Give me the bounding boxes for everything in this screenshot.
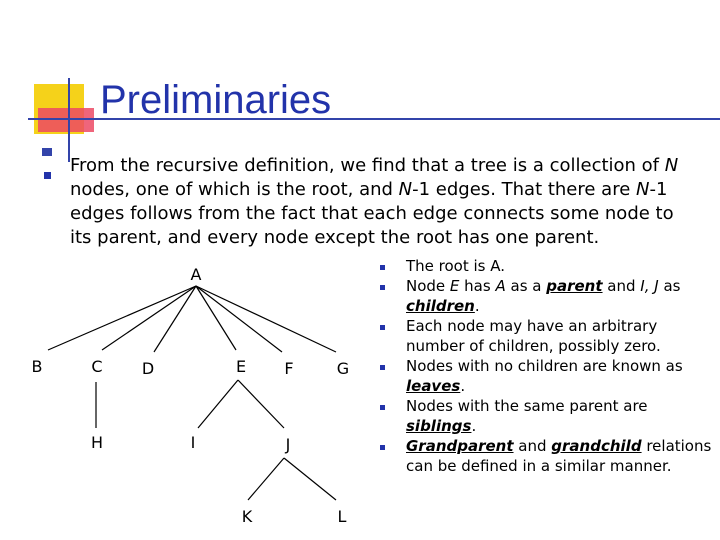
term-grandparent: Grandparent [406,437,514,455]
side-text-italic: E [449,277,460,295]
main-text-part: From the recursive definition, we find that a tree is a collection of [70,155,665,176]
tree-node-f: F [284,359,294,378]
edge-e-i [198,380,238,428]
main-text-part: -1 edges. That there are [412,179,637,200]
edge-a-b [48,286,196,350]
edge-j-k [248,458,284,500]
main-text-n: N [664,155,679,176]
side-text-part: . [460,377,466,395]
term-grandchild: grandchild [551,437,642,455]
tree-node-g: G [336,359,350,378]
side-text-part: and [513,437,552,455]
main-text-part: -1 edges follows from the fact that each edge connects some node to its parent, and every node except the root has one parent. [70,179,674,248]
side-bullet-grand [370,436,720,476]
bullet-square-icon [380,445,385,450]
tree-node-j: J [285,435,291,454]
side-bullet-arbitrary [370,316,720,356]
edge-j-l [284,458,336,500]
tree-diagram [0,250,370,540]
term-children: children [406,297,475,315]
edge-a-f [196,286,282,352]
term-siblings: siblings [406,417,472,435]
tree-edges [48,286,336,500]
side-bullet-text: Each node may have an arbitrary number of children, possibly zero. [406,317,661,355]
side-text-part: as [658,277,681,295]
edge-a-c [102,286,196,350]
side-text-part: Nodes with no children are known as [406,357,683,375]
main-text-n: N [398,179,413,200]
side-text-italic: A [495,277,506,295]
bullet-square-icon [44,172,51,179]
logo-red-bar [38,108,94,132]
bullet-square-icon [380,285,385,290]
tree-node-d: D [141,359,155,378]
side-bullet-list [370,256,720,476]
tree-node-h: H [90,433,104,452]
term-leaves: leaves [406,377,461,395]
main-text-part: nodes, one of which is the root, and [70,179,399,200]
tree-node-l: L [337,507,347,526]
side-text-part: relations can be defined in a similar manner. [406,437,712,475]
tree-node-i: I [190,433,196,452]
main-bullet-text [70,154,700,250]
term-parent: parent [546,277,603,295]
side-bullet-parent-children [370,276,720,316]
edge-e-j [238,380,284,428]
tree-node-c: C [91,357,103,376]
tree-node-b: B [31,357,43,376]
side-bullet-siblings [370,396,720,436]
side-text-part: . [471,417,477,435]
bullet-square-icon [380,365,385,370]
side-bullet-leaves [370,356,720,396]
side-bullet-text: The root is A. [406,257,506,275]
bullet-square-icon [380,265,385,270]
tree-node-e: E [235,357,247,376]
side-text-part: Nodes with the same parent are [406,397,648,415]
side-text-italic: I, J [640,277,659,295]
side-text-part: as a [505,277,547,295]
bullet-square-icon [380,405,385,410]
logo-vertical-line [68,78,70,162]
logo-small-square [42,148,52,156]
tree-node-k: K [241,507,253,526]
bullet-square-icon [380,325,385,330]
side-text-part: and [602,277,641,295]
side-text-part: has [459,277,496,295]
side-bullet-root [370,256,720,276]
slide-title: Preliminaries [100,78,332,122]
tree-node-a: A [190,265,202,284]
edge-a-d [154,286,196,352]
main-text-n: N [636,179,650,200]
side-text-part: . [474,297,480,315]
tree-node-labels [32,265,350,526]
side-text-part: Node [406,277,450,295]
